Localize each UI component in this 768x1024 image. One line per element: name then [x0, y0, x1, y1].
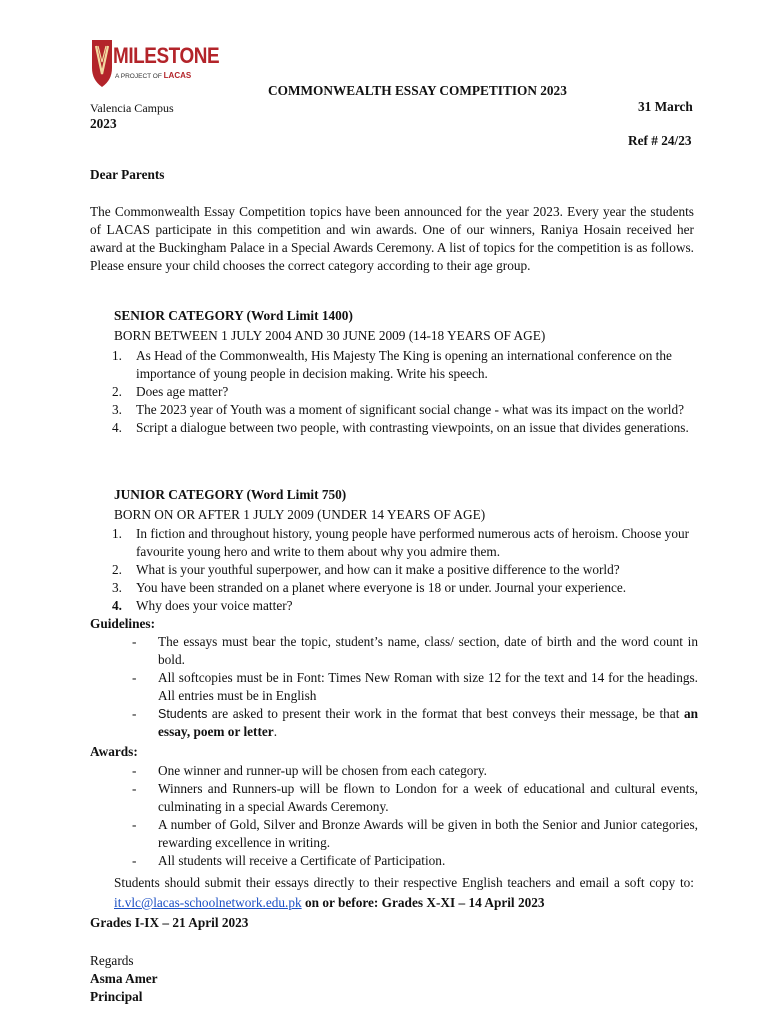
list-item: - Winners and Runners-up will be flown to London for a week of educational and cultural events, culminating in a special Awards Ceremony.: [132, 781, 698, 814]
junior-heading: JUNIOR CATEGORY (Word Limit 750): [114, 487, 347, 502]
list-item: 2. What is your youthful superpower, and how can it make a positive difference to the world?: [112, 562, 620, 577]
list-item: 2. Does age matter?: [112, 384, 229, 399]
submission-paragraph: Students should submit their essays directly to their respective English teachers and email a soft copy to: it.vlc@lacas-schoolnetwork.edu.pk on or before: Grades X-XI – 14 April 2023: [114, 875, 694, 910]
logo-lacas-mark: LACAS: [163, 71, 192, 80]
campus-name: Valencia Campus: [90, 101, 174, 115]
shield-icon: [91, 38, 113, 88]
guidelines-list: [132, 633, 698, 741]
salutation: Dear Parents: [90, 167, 165, 182]
list-item: - All softcopies must be in Font: Times New Roman with size 12 for the text and 14 for the headings. All entries must be in English: [132, 670, 698, 703]
signatory-name: Asma Amer: [90, 971, 158, 986]
awards-heading: Awards:: [90, 744, 138, 759]
list-item: - One winner and runner-up will be chosen from each category.: [132, 763, 487, 778]
logo-tagline: A PROJECT OF LACAS: [115, 71, 192, 80]
list-item: 4. Why does your voice matter?: [112, 598, 293, 613]
list-item: 3. You have been stranded on a planet where everyone is 18 or under. Journal your experience.: [112, 580, 627, 595]
list-item: 1. As Head of the Commonwealth, His Majesty The King is opening an international conference on the importance of young people in decision making. Write his speech.: [112, 348, 672, 381]
senior-born: BORN BETWEEN 1 JULY 2004 AND 30 JUNE 2009 (14-18 YEARS OF AGE): [114, 328, 546, 343]
senior-heading: SENIOR CATEGORY (Word Limit 1400): [114, 308, 353, 323]
intro-paragraph: The Commonwealth Essay Competition topics have been announced for the year 2023. Every year the students of LACAS participate in this competition and win awards. One of our winners, Raniya Hosain received her award at the Buckingham Palace in a Special Awards Ceremony. A list of topics for the competition is as follows. Please ensure your child chooses the correct category according to their age group.: [90, 204, 694, 273]
list-item: 1. In fiction and throughout history, young people have performed numerous acts of heroism. Choose your favourite young hero and write to them about why you admire them.: [112, 526, 690, 559]
list-item: - A number of Gold, Silver and Bronze Awards will be given in both the Senior and Junior categories, rewarding excellence in writing.: [132, 817, 698, 850]
junior-born: BORN ON OR AFTER 1 JULY 2009 (UNDER 14 YEARS OF AGE): [114, 507, 486, 522]
email-link[interactable]: it.vlc@lacas-schoolnetwork.edu.pk: [114, 895, 302, 910]
senior-topics: [112, 347, 692, 437]
list-item: - The essays must bear the topic, student’s name, class/ section, date of birth and the word count in bold.: [132, 634, 698, 667]
date-line: 31 March: [638, 99, 693, 114]
signatory-title: Principal: [90, 989, 143, 1004]
awards-list: [132, 762, 698, 870]
page-title: COMMONWEALTH ESSAY COMPETITION 2023: [268, 83, 567, 98]
list-item: - Students are asked to present their work in the format that best conveys their message, be that an essay, poem or letter.: [132, 706, 698, 739]
list-item: - All students will receive a Certificate of Participation.: [132, 853, 446, 868]
deadline-junior: Grades I-IX – 21 April 2023: [90, 915, 249, 930]
milestone-logo: [91, 38, 220, 92]
list-item: 3. The 2023 year of Youth was a moment of significant social change - what was its impact on the world?: [112, 402, 684, 417]
list-item: 4. Script a dialogue between two people, with contrasting viewpoints, on an issue that divides generations.: [112, 420, 689, 435]
junior-topics: [112, 525, 692, 615]
reference-number: Ref # 24/23: [628, 133, 692, 148]
guidelines-heading: Guidelines:: [90, 616, 156, 631]
regards: Regards: [90, 953, 134, 968]
date-year: 2023: [90, 116, 117, 131]
logo-wordmark: MILESTONE: [113, 43, 220, 68]
